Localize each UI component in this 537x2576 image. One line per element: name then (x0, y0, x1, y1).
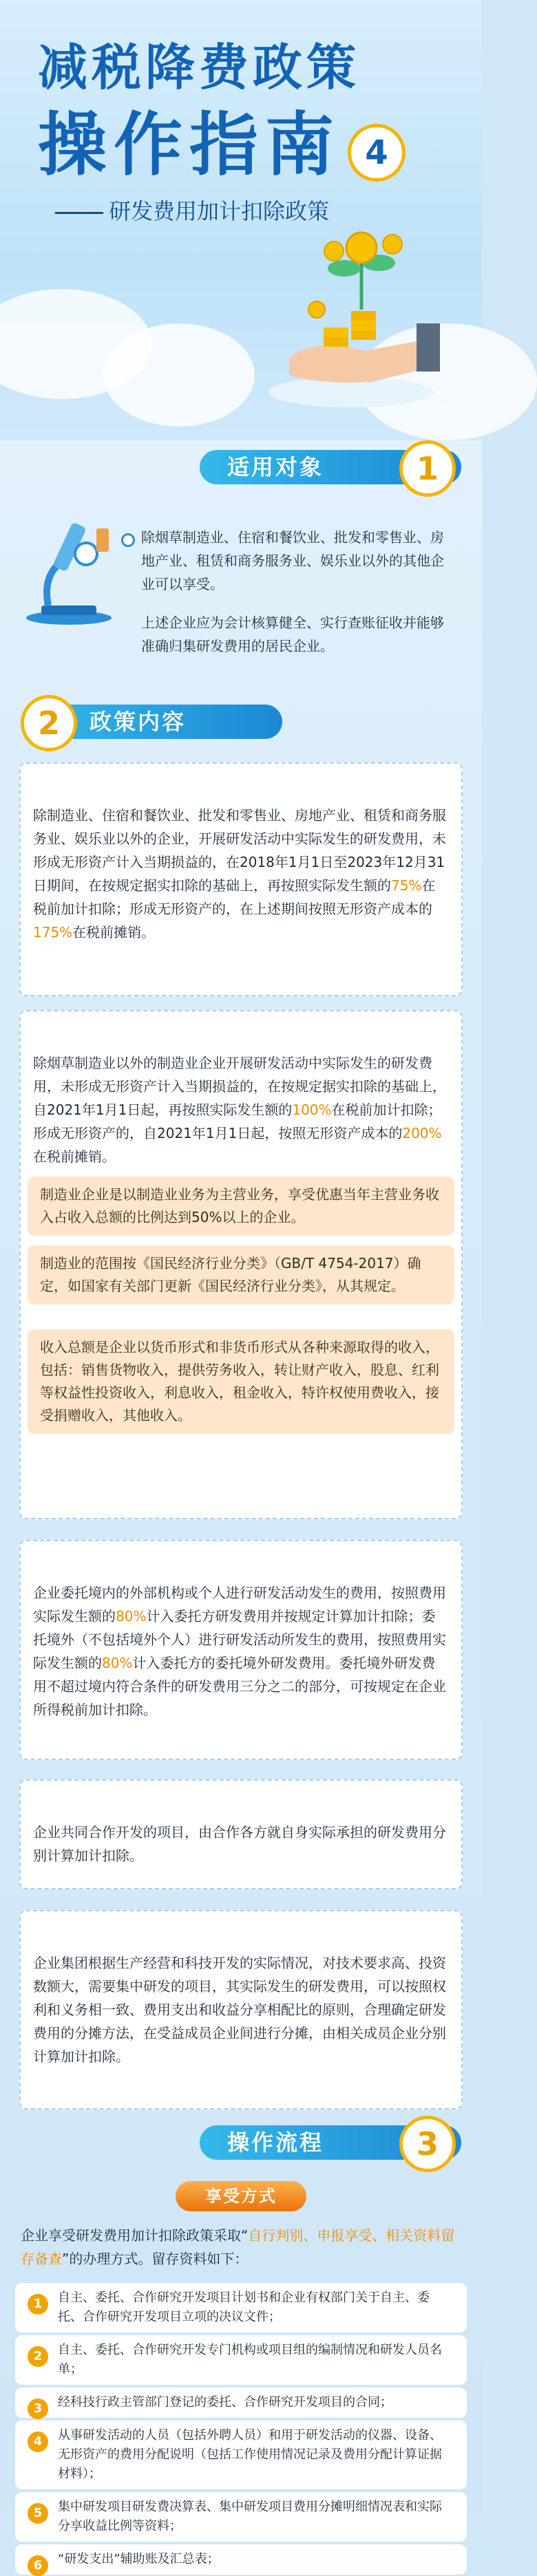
step-text: 自主、委托、合作研究开发项目计划书和企业有权部门关于自主、委托、合作研究开发项目立项的决议文件； (58, 2290, 430, 2324)
highlight-percent: 100% (292, 1102, 332, 1118)
step-number: 6 (28, 2555, 48, 2576)
text-part: 计入委托方的委托境外研发费用。委托境外研发费用不超过境内符合条件的研发费用三分之二的部分，可按规定在企业所得税前加计扣除。 (33, 1655, 446, 1718)
text-part: 企业委托境内的外部机构或个人进行研发活动发生的费用，按照费用实际发生额的 (33, 1585, 446, 1624)
highlight-percent: 80% (102, 1655, 133, 1671)
step-text: 集中研发项目研发费决算表、集中研发项目费用分摊明细情况表和实际分享收益比例等资料； (58, 2500, 442, 2533)
section-number-badge: 1 (399, 440, 456, 497)
step-item-4 (15, 2421, 467, 2489)
step-text: 从事研发活动的人员（包括外聘人员）和用于研发活动的仪器、设备、无形资产的费用分配说明（包括工作使用情况记录及费用分配计算证据材料）； (58, 2428, 442, 2481)
step-number: 2 (28, 2346, 48, 2367)
policy-item-02-text (33, 1051, 449, 1168)
highlight-percent: 200% (402, 1125, 442, 1141)
section3-intro (21, 2224, 461, 2271)
step-item-6 (15, 2544, 467, 2575)
section-title: 政策内容 (90, 709, 187, 735)
text-part: 企业享受研发费用加计扣除政策采取“ (21, 2227, 249, 2244)
note-manufacturing-definition: 制造业企业是以制造业业务为主营业务，享受优惠当年主营业务收入占收入总额的比例达到50%以上的企业。 (28, 1177, 454, 1236)
page-title-line2: 操作指南 (38, 105, 341, 185)
text-part: 除烟草制造业以外的制造业企业开展研发活动中实际发生的研发费用，未形成无形资产计入当期损益的，在按规定据实扣除的基础上，自2021年1月1日起，再按照实际发生额的 (33, 1055, 446, 1118)
issue-number-badge: 4 (348, 124, 406, 182)
money-tree-illustration-icon (268, 220, 448, 413)
step-item-5 (15, 2492, 467, 2542)
policy-item-05 (19, 1910, 463, 2110)
text-part: 在税前摊销。 (72, 924, 156, 941)
step-item-3 (15, 2387, 467, 2418)
step-number: 1 (28, 2294, 48, 2315)
section-title: 操作流程 (227, 2129, 324, 2156)
cloud-decoration (103, 323, 255, 427)
policy-item-01 (19, 762, 463, 996)
text-part: 计入委托方研发费用并按规定计算加计扣除；委托境外（不包括境外个人）进行研发活动所发生的费用，按照费用实际发生额的 (33, 1608, 446, 1671)
policy-item-04 (19, 1779, 463, 1889)
microscope-icon (21, 509, 117, 626)
header (0, 0, 482, 440)
step-text: 自主、委托、合作研究开发专门机构或项目组的编制情况和研发人员名单； (58, 2343, 442, 2376)
text-part: 在税前加计扣除；形成无形资产的，在上述期间按照无形资产成本的 (33, 877, 436, 917)
step-text: “研发支出”辅助账及汇总表； (58, 2552, 220, 2566)
section-banner-3 (0, 2116, 482, 2168)
section-number-badge: 2 (21, 695, 77, 751)
step-text: 经科技行政主管部门登记的委托、合作研究开发项目的合同； (58, 2395, 392, 2409)
text-part: 除制造业、住宿和餐饮业、批发和零售业、房地产业、租赁和商务服务业、娱乐业以外的企业，开展研发活动中实际发生的研发费用，未形成无形资产计入当期损益的，在2018年1月1日至2023年12月31日期间，在按规定据实扣除的基础上，再按照实际发生额的 (33, 807, 446, 894)
note-industry-scope: 制造业的范围按《国民经济行业分类》（GB/T 4754-2017）确定，如国家有关部门更新《国民经济行业分类》，从其规定。 (28, 1245, 454, 1305)
subsection-title-badge: 享受方式 (176, 2181, 306, 2211)
step-item-2 (15, 2335, 467, 2385)
step-number: 4 (28, 2432, 48, 2452)
step-number: 3 (28, 2398, 48, 2419)
section-banner-2 (0, 695, 482, 747)
text-part: 在税前摊销。 (33, 1148, 116, 1165)
policy-item-04-text: 企业共同合作开发的项目，由合作各方就自身实际承担的研发费用分别计算加计扣除。 (33, 1824, 446, 1864)
policy-item-03-text (33, 1581, 449, 1721)
subtitle-dash (55, 212, 103, 214)
section1-para2: 上述企业应为会计核算健全、实行查账征收并能够准确归集研发费用的居民企业。 (141, 614, 444, 654)
text-part: ”的办理方式。留存资料如下： (62, 2251, 249, 2267)
highlight-percent: 80% (116, 1608, 147, 1624)
section-number-badge: 3 (399, 2116, 456, 2172)
section1-para1: 除烟草制造业、住宿和餐饮业、批发和零售业、房地产业、租赁和商务服务业、娱乐业以外的其他企业可以享受。 (141, 529, 444, 592)
note-total-income: 收入总额是企业以货币形式和非货币形式从各种来源取得的收入，包括：销售货物收入，提供劳务收入，转让财产收入，股息、红利等权益性投资收入，利息收入，租金收入，特许权使用费收入，接受捐赠收入，其他收入。 (28, 1329, 454, 1434)
policy-item-03 (19, 1540, 463, 1760)
page-title-line1: 减税降费政策 (38, 39, 361, 96)
policy-item-01-text (33, 804, 449, 944)
highlight-text: 自行判别、申报享受、相关资料留存备查 (21, 2227, 455, 2267)
step-number: 5 (28, 2503, 48, 2524)
subtitle-text: 研发费用加计扣除政策 (109, 198, 330, 224)
text-part: 在税前加计扣除；形成无形资产的，自2021年1月1日起，按照无形资产成本的 (33, 1102, 442, 1141)
policy-item-05-text: 企业集团根据生产经营和科技开发的实际情况，对技术要求高、投资数额大，需要集中研发的项目，其实际发生的研发费用，可以按照权利和义务相一致、费用支出和收益分享相配比的原则，合理确定研发费用的分摊方法，在受益成员企业间进行分摊，由相关成员企业分别计算加计扣除。 (33, 1955, 446, 2065)
section-title: 适用对象 (227, 454, 324, 480)
section-banner-1 (0, 440, 482, 493)
highlight-percent: 175% (33, 924, 73, 941)
highlight-percent: 75% (391, 877, 422, 894)
step-item-1 (15, 2283, 467, 2332)
bullet-icon (121, 533, 135, 547)
